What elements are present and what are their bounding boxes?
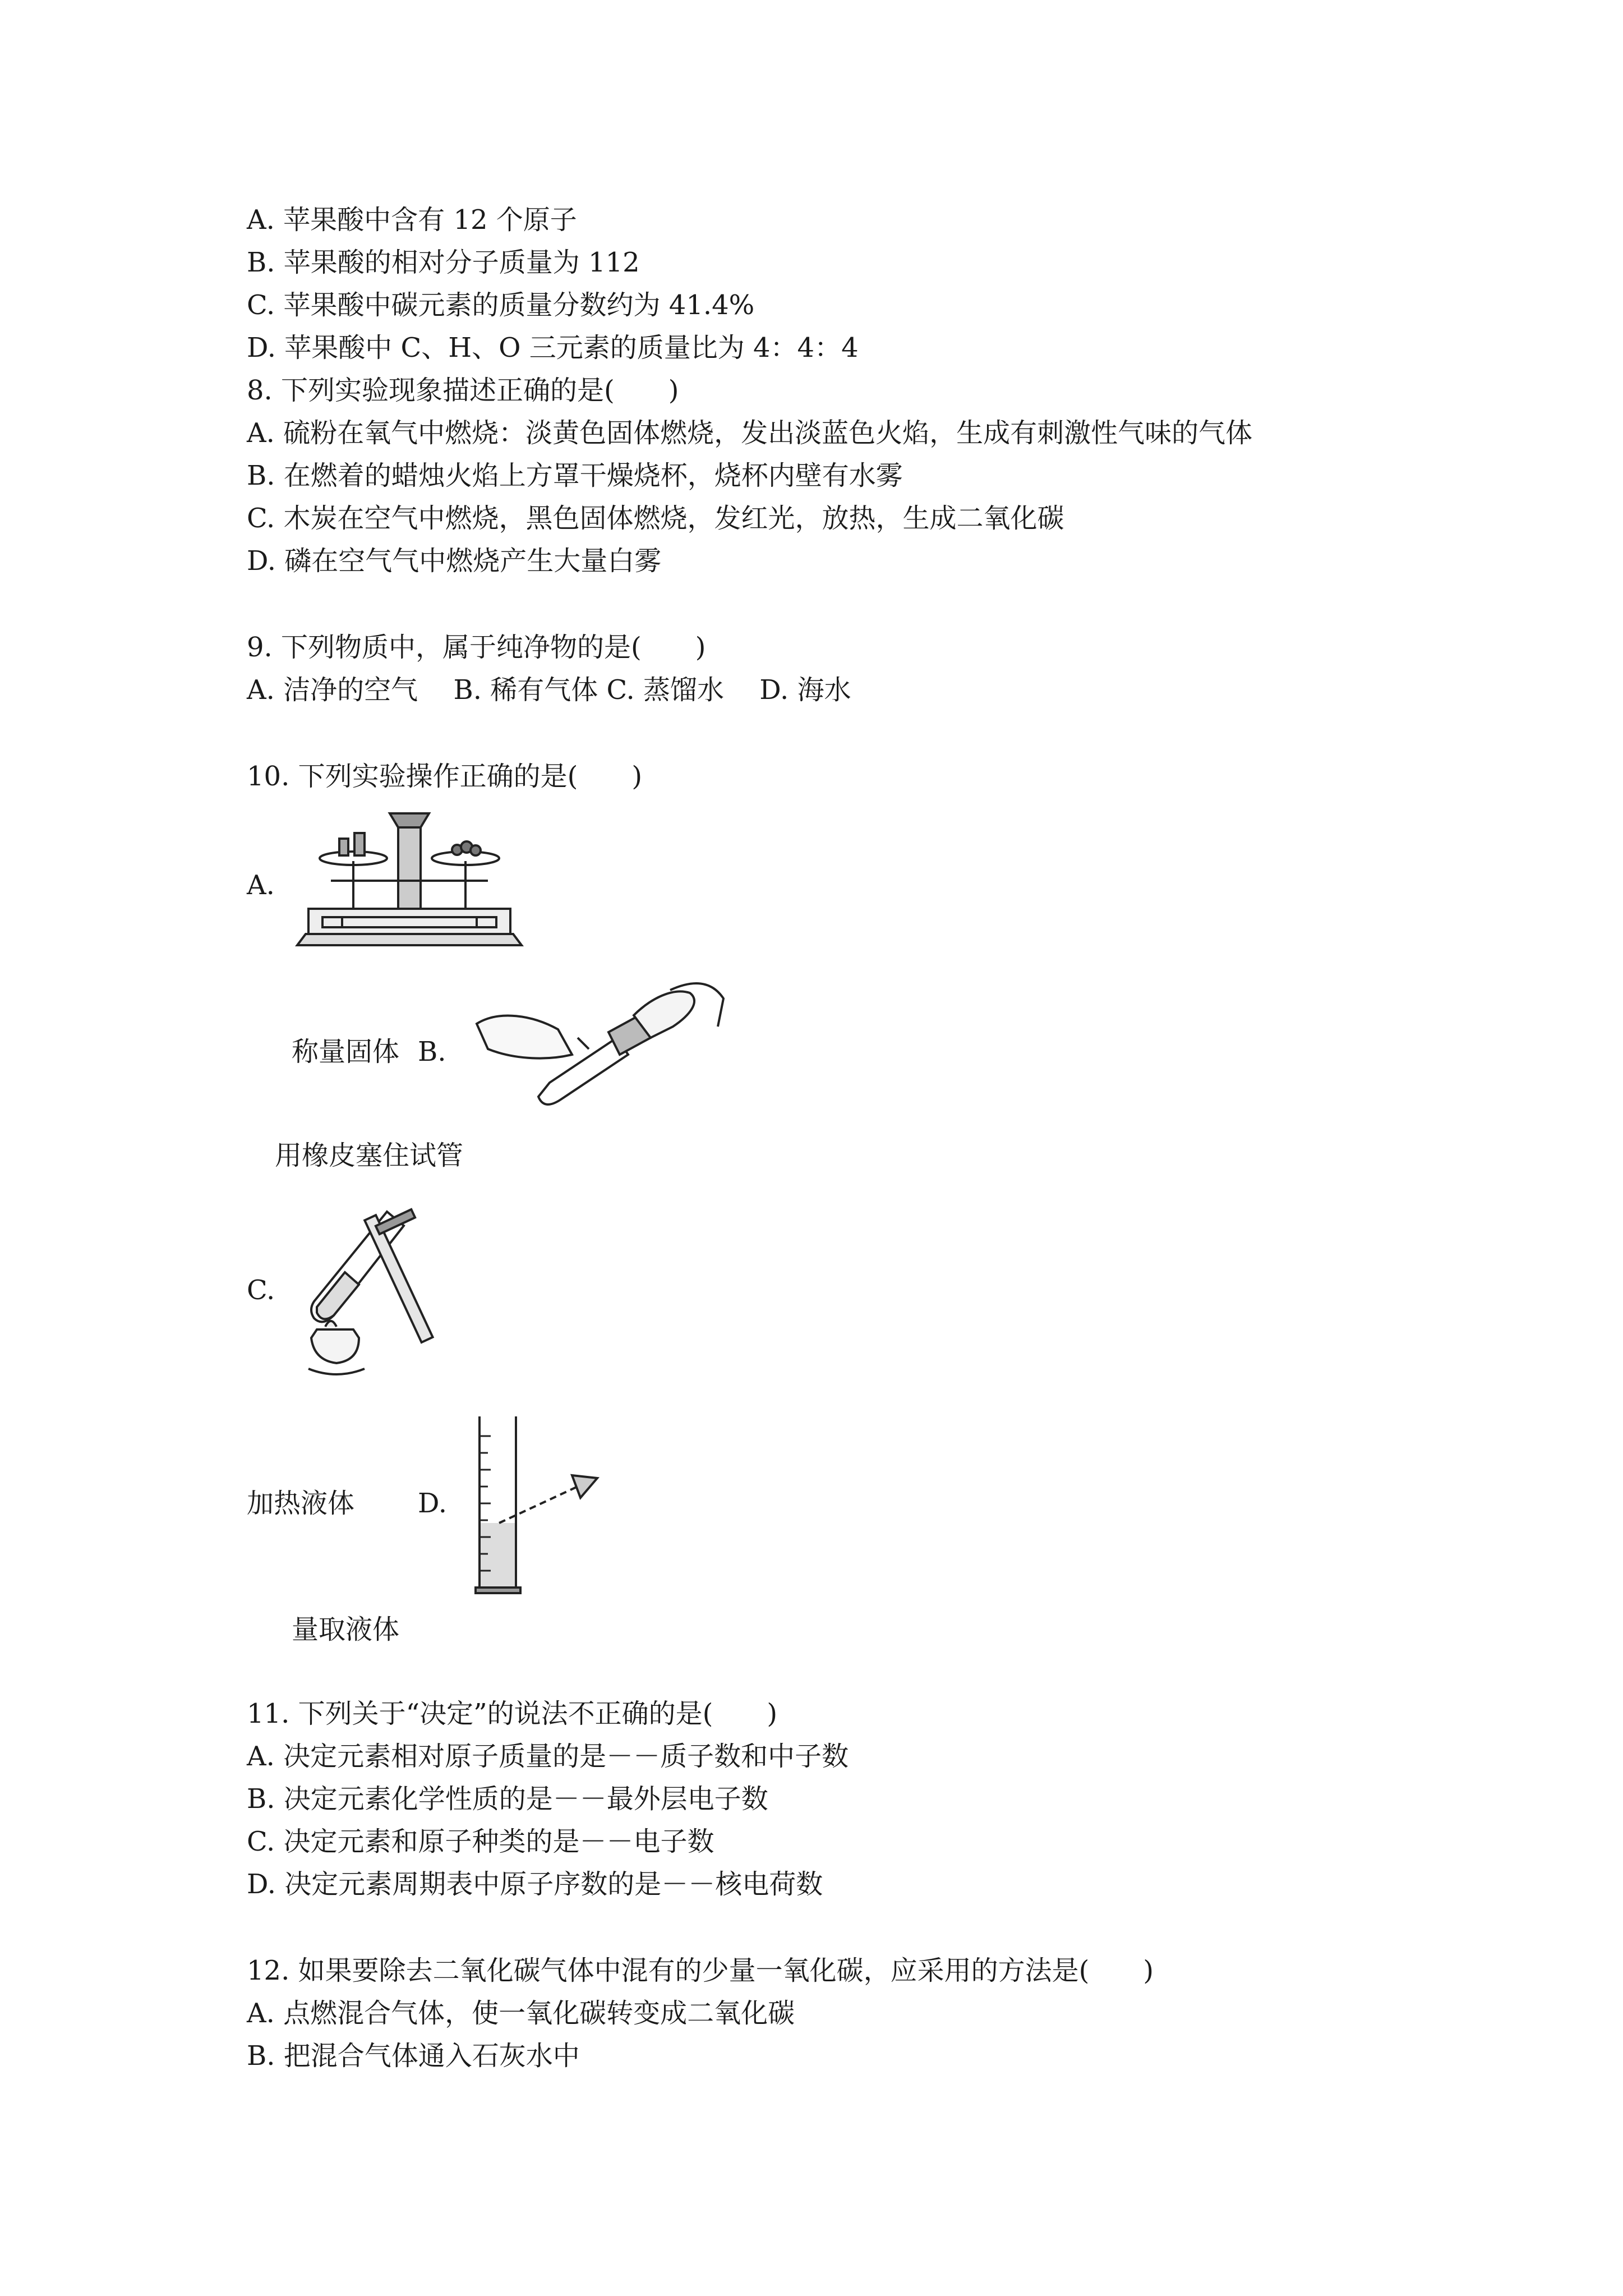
q12-option-a: A. 点燃混合气体，使一氧化碳转变成二氧化碳 [247,1998,795,2029]
q10-option-d-label: D. [418,1488,448,1519]
q10-option-c-caption: 加热液体 [247,1488,355,1519]
q11-option-b: B. 决定元素化学性质的是－－最外层电子数 [247,1783,768,1815]
q10-option-d-caption: 量取液体 [292,1614,400,1645]
q10-option-c-label: C. [247,1274,275,1306]
q11-option-d: D. 决定元素周期表中原子序数的是－－核电荷数 [247,1869,823,1900]
q12-stem: 12. 如果要除去二氧化碳气体中混有的少量一氧化碳，应采用的方法是( ) [247,1955,1154,1986]
test-tube-stopper-illustration [465,976,729,1128]
q10-stem: 10. 下列实验操作正确的是( ) [247,761,643,792]
q10-option-b-label: B. [418,1036,446,1068]
q11-option-a: A. 决定元素相对原子质量的是－－质子数和中子数 [247,1741,849,1772]
q7-option-d: D. 苹果酸中 C、H、O 三元素的质量比为 4：4：4 [247,332,859,364]
q11-stem: 11. 下列关于“决定”的说法不正确的是( ) [247,1698,778,1729]
q8-option-c: C. 木炭在空气中燃烧，黑色固体燃烧，发红光，放热，生成二氧化碳 [247,503,1064,534]
q7-option-c: C. 苹果酸中碳元素的质量分数约为 41.4% [247,289,755,321]
q9-stem: 9. 下列物质中，属于纯净物的是( ) [247,632,706,663]
graduated-cylinder-illustration [460,1414,611,1599]
q8-option-a: A. 硫粉在氧气中燃烧：淡黄色固体燃烧，发出淡蓝色火焰，生成有刺激性气味的气体 [247,417,1253,449]
q8-stem: 8. 下列实验现象描述正确的是( ) [247,375,679,406]
q7-option-a: A. 苹果酸中含有 12 个原子 [247,204,577,236]
q12-option-b: B. 把混合气体通入石灰水中 [247,2040,580,2072]
q7-option-b: B. 苹果酸的相对分子质量为 112 [247,247,640,278]
q8-option-d: D. 磷在空气气中燃烧产生大量白雾 [247,545,662,577]
q10-option-b-caption: 用橡皮塞住试管 [275,1140,464,1171]
q9-options: A. 洁净的空气 B. 稀有气体 C. 蒸馏水 D. 海水 [247,674,851,706]
q10-option-a-caption: 称量固体 [292,1036,400,1068]
q8-option-b: B. 在燃着的蜡烛火焰上方罩干燥烧杯，烧杯内壁有水雾 [247,460,903,491]
heating-liquid-illustration [292,1200,494,1386]
balance-illustration [292,802,527,959]
q10-option-a-label: A. [247,869,275,901]
q11-option-c: C. 决定元素和原子种类的是－－电子数 [247,1826,714,1857]
